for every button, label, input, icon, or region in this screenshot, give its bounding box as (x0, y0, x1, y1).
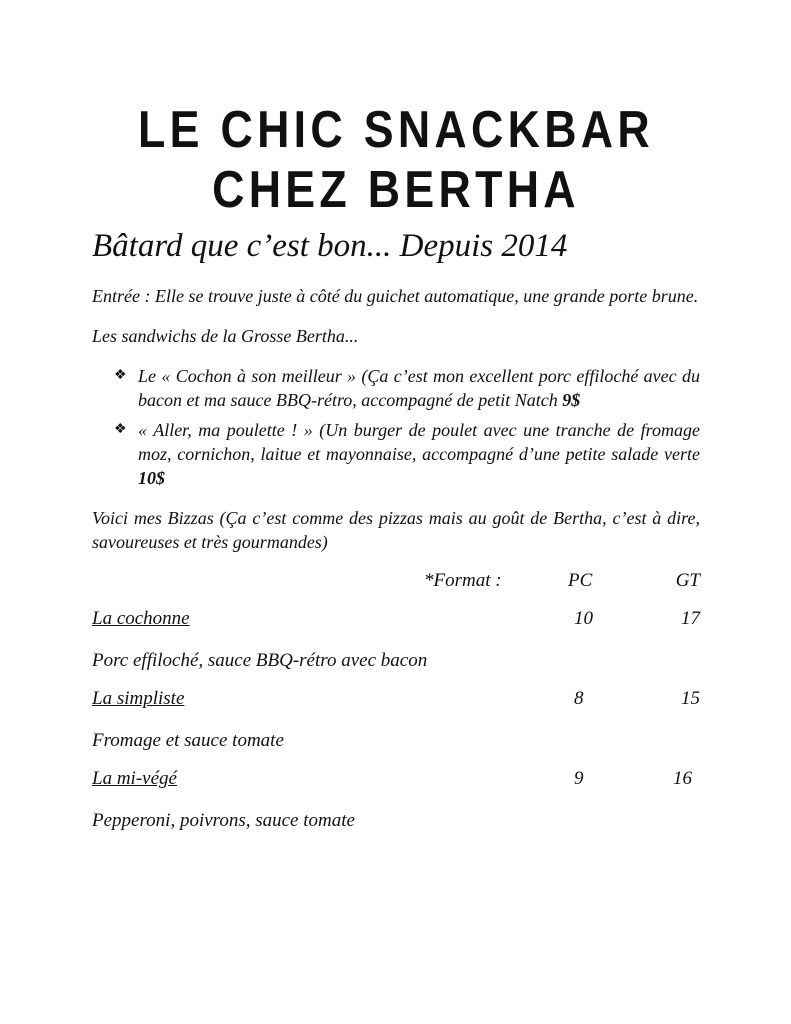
pizza-description: Pepperoni, poivrons, sauce tomate (92, 810, 355, 831)
title-line-1: LE CHIC SNACKBAR (137, 101, 654, 159)
pizza-row (92, 608, 700, 634)
diamond-bullet-icon: ❖ (114, 368, 127, 383)
pizza-description: Porc effiloché, sauce BBQ-rétro avec bacon (92, 650, 428, 671)
diamond-bullet-icon: ❖ (114, 422, 127, 437)
tagline: Bâtard que c’est bon... Depuis 2014 (92, 228, 568, 264)
format-pc: PC (568, 570, 593, 591)
entry-info: Entrée : Elle se trouve juste à côté du guichet automatique, une grande porte brune. (92, 286, 699, 306)
sandwich-price: 9$ (562, 390, 581, 410)
format-gt: GT (675, 570, 700, 591)
pizza-price-pc: 8 (574, 688, 584, 709)
sandwich-item (114, 364, 700, 412)
sandwich-item (114, 418, 700, 490)
pizza-name: La mi-végé (92, 768, 177, 789)
title-line-2: CHEZ BERTHA (212, 161, 580, 219)
pizza-name: La simpliste (92, 688, 185, 709)
restaurant-title (117, 100, 674, 220)
pizzas-intro: Voici mes Bizzas (Ça c’est comme des pizzas mais au goût de Bertha, c’est à dire, savoureuses et très gourmandes) (92, 508, 700, 552)
pizza-price-pc: 10 (574, 608, 593, 629)
pizza-row (92, 768, 700, 794)
format-label: *Format : (424, 570, 502, 591)
pizza-price-gt: 16 (673, 768, 692, 789)
sandwich-text: « Aller, ma poulette ! » (Un burger de poulet avec une tranche de fromage moz, cornichon, laitue et mayonnaise, accompagné d’une petite salade verte (138, 420, 700, 464)
sandwiches-intro: Les sandwichs de la Grosse Bertha... (92, 326, 359, 346)
sandwich-price: 10$ (138, 468, 165, 488)
menu-page (92, 100, 700, 848)
pizza-price-gt: 15 (681, 688, 700, 709)
pizza-price-pc: 9 (574, 768, 584, 789)
pizza-row (92, 688, 700, 714)
pizza-price-gt: 17 (681, 608, 700, 629)
sandwich-list (92, 364, 700, 490)
pizza-name: La cochonne (92, 608, 190, 629)
sandwich-text: Le « Cochon à son meilleur » (Ça c’est mon excellent porc effiloché avec du bacon et ma sauce BBQ-rétro, accompagné de petit Natch (138, 366, 700, 410)
pizza-description: Fromage et sauce tomate (92, 730, 284, 751)
format-header (92, 570, 700, 596)
